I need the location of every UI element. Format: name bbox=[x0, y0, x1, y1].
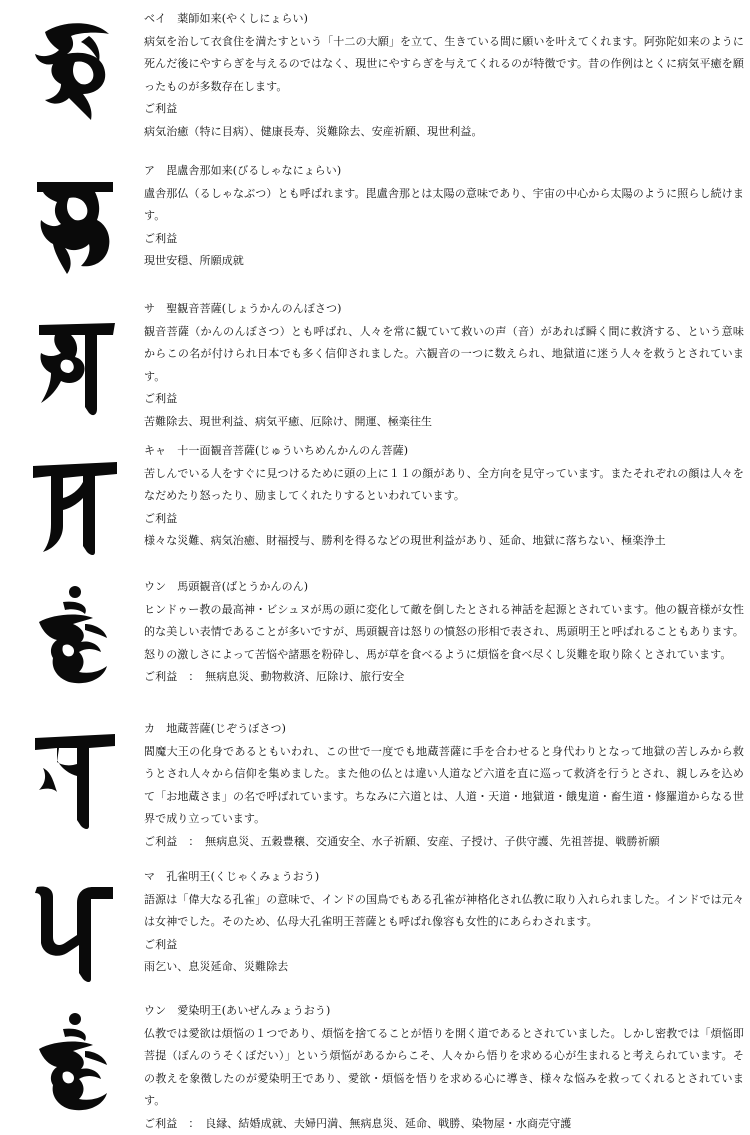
benefit-label: ご利益 bbox=[144, 98, 744, 121]
deity-description: 語源は「偉大なる孔雀」の意味で、インドの国鳥でもある孔雀が神格化され仏教に取り入れられました。インドでは元々は女神でした。そのため、仏母大孔雀明王菩薩とも呼ばれ像容も女性的にあらわされます。 bbox=[144, 889, 744, 934]
deity-title: キャ 十一面観音菩薩(じゅういちめんかんのん菩薩) bbox=[144, 440, 744, 463]
deity-title: カ 地蔵菩薩(じぞうぼさつ) bbox=[144, 718, 744, 741]
siddham-un-icon bbox=[18, 582, 128, 692]
benefit-list: 病気治癒（特に目病）、健康長寿、災難除去、安産祈願、現世利益。 bbox=[144, 121, 744, 144]
deity-title: ウン 愛染明王(あいぜんみょうおう) bbox=[144, 1000, 744, 1023]
deity-title: マ 孔雀明王(くじゃくみょうおう) bbox=[144, 866, 744, 889]
deity-title: ア 毘盧舎那如来(びるしゃなにょらい) bbox=[144, 160, 744, 183]
deity-description: 仏教では愛欲は煩悩の１つであり、煩悩を捨てることが悟りを開く道であるとされていました。しかし密教では「煩悩即菩提（ぼんのうそくぼだい）」という煩悩があるからこそ、人々から悟りを求める心が生まれると考えられています。その教えを象徴したのが愛染明王であり、愛欲・煩悩を悟りを求める心に導き、様々な悩みを救ってくれるとされています。 bbox=[144, 1023, 744, 1113]
siddham-a-icon bbox=[18, 168, 128, 278]
deity-title: ウン 馬頭観音(ばとうかんのん) bbox=[144, 576, 744, 599]
siddham-sa-icon bbox=[18, 304, 128, 424]
deity-description: 病気を治して衣食住を満たすという「十二の大願」を立て、生きている間に願いを叶えてくれます。阿弥陀如来のように死んだ後にやすらぎを与えるのではなく、現世にやすらぎを与えてくれるのが特徴です。昔の作例はとくに病気平癒を願ったものが多数存在します。 bbox=[144, 31, 744, 99]
siddham-bai-icon bbox=[18, 14, 128, 124]
benefit-list: ご利益 ： 無病息災、五穀豊穣、交通安全、水子祈願、安産、子授け、子供守護、先祖菩提、戦勝祈願 bbox=[144, 831, 744, 854]
deity-title: サ 聖観音菩薩(しょうかんのんぼさつ) bbox=[144, 298, 744, 321]
benefit-list: 様々な災難、病気治癒、財福授与、勝利を得るなどの現世利益があり、延命、地獄に落ちない、極楽浄土 bbox=[144, 530, 744, 553]
benefit-list: 苦難除去、現世利益、病気平癒、厄除け、開運、極楽往生 bbox=[144, 411, 744, 434]
benefit-list: ご利益 ： 良縁、結婚成就、夫婦円満、無病息災、延命、戦勝、染物屋・水商売守護 bbox=[144, 1113, 744, 1135]
benefit-list: 雨乞い、息災延命、災難除去 bbox=[144, 956, 744, 979]
deity-description: 観音菩薩（かんのんぼさつ）とも呼ばれ、人々を常に観ていて救いの声（音）があれば瞬く間に救済する、という意味からこの名が付けられ日本でも多く信仰されました。六観音の一つに数えられ、地獄道に迷う人々を救うとされています。 bbox=[144, 321, 744, 389]
deity-description: 苦しんでいる人をすぐに見つけるために頭の上に１１の顔があり、全方向を見守っています。またそれぞれの顔は人々をなだめたり怒ったり、励ましてくれたりするといわれています。 bbox=[144, 463, 744, 508]
benefit-list: 現世安穏、所願成就 bbox=[144, 250, 744, 273]
benefit-label: ご利益 bbox=[144, 934, 744, 957]
deity-description: 閻魔大王の化身であるともいわれ、この世で一度でも地蔵菩薩に手を合わせると身代わりとなって地獄の苦しみから救うとされ人々から信仰を集めました。また他の仏とは違い人道など六道を直に巡って救済を行うとされ、親しみを込めて「お地蔵さま」の名で呼ばれています。ちなみに六道とは、人道・天道・地獄道・餓鬼道・畜生道・修羅道からなる世界で成り立っています。 bbox=[144, 741, 744, 831]
benefit-label: ご利益 bbox=[144, 228, 744, 251]
deity-description: 盧舎那仏（るしゃなぶつ）とも呼ばれます。毘盧舎那とは太陽の意味であり、宇宙の中心から太陽のように照らし続けます。 bbox=[144, 183, 744, 228]
deity-title: ベイ 薬師如来(やくしにょらい) bbox=[144, 8, 744, 31]
benefit-label: ご利益 bbox=[144, 508, 744, 531]
siddham-un2-icon bbox=[18, 1004, 128, 1128]
siddham-ka-icon bbox=[18, 712, 128, 842]
benefit-list: ご利益 ： 無病息災、動物救済、厄除け、旅行安全 bbox=[144, 666, 744, 689]
siddham-ma-icon bbox=[18, 870, 128, 990]
benefit-label: ご利益 bbox=[144, 388, 744, 411]
deity-description: ヒンドゥー教の最高神・ビシュヌが馬の頭に変化して敵を倒したとされる神話を起源とされています。他の観音様が女性的な美しい表情であることが多いですが、馬頭観音は怒りの憤怒の形相で表され、馬頭明王と呼ばれることもあります。怒りの激しさによって苦悩や諸悪を粉砕し、馬が草を食べるように煩悩を食べ尽くし災難を取り除くとされています。 bbox=[144, 599, 744, 667]
siddham-kya-icon bbox=[18, 448, 128, 558]
